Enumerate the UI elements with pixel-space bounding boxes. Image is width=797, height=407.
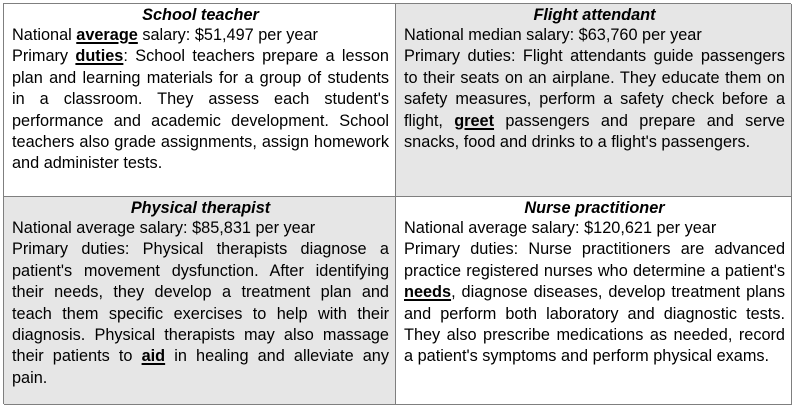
salary-line [12,25,389,46]
duties-pre: Primary duties: Flight attendants guide passengers to their seats on an airplane. They educate them on safety measures, perform a safety check before a flight, [404,47,785,130]
job-title: Physical therapist [130,199,271,217]
vocab-word-aid: aid [141,347,166,366]
duties-text [12,239,389,389]
duties-text [404,239,785,367]
duties-post: in healing and alleviate any pain. [12,347,389,387]
salary-line: National median salary: $63,760 per year [404,26,702,44]
job-table [3,3,791,404]
job-title: School teacher [142,6,259,24]
salary-suffix: salary: $51,497 per year [137,26,318,44]
cell-school-teacher [4,4,396,197]
duties-text [12,46,389,174]
duties-pre: Primary duties: Physical therapists diagnose a patient's movement dysfunction. After identifying their needs, they develop a treatment plan and teach them specific exercises to help with their diagnosis. Physical therapists may also massage their patients to [12,240,389,366]
vocab-word-average: average [76,26,138,44]
job-title: Nurse practitioner [524,199,665,217]
duties-post: passengers and prepare and serve snacks, food and drinks to a flight's passengers. [404,111,785,152]
vocab-word-duties: duties [75,47,124,66]
duties-body: : School teachers prepare a lesson plan and learning materials for a group of students in a classroom. They assess each student's performance and academic development. School teachers also grade assignments, assign homework and administer tests. [12,47,389,173]
vocab-word-greet: greet [454,111,495,130]
salary-line: National average salary: $120,621 per year [404,219,717,237]
duties-post: , diagnose diseases, develop treatment plans and perform both laboratory and diagnostic tests. They also prescribe medications as needed, record a patient's symptoms and perform physical exams. [404,283,785,366]
duties-pre: Primary duties: Nurse practitioners are advanced practice registered nurses who determine a patient's [404,240,785,280]
job-title: Flight attendant [533,6,656,24]
vocab-word-needs: needs [404,283,452,302]
duties-text [404,46,785,153]
duties-prefix: Primary [12,47,76,66]
salary-line: National average salary: $85,831 per year [12,219,316,237]
cell-nurse-practitioner [396,197,792,405]
cell-flight-attendant [396,4,792,197]
salary-prefix: National [12,26,77,44]
cell-physical-therapist [4,197,396,405]
